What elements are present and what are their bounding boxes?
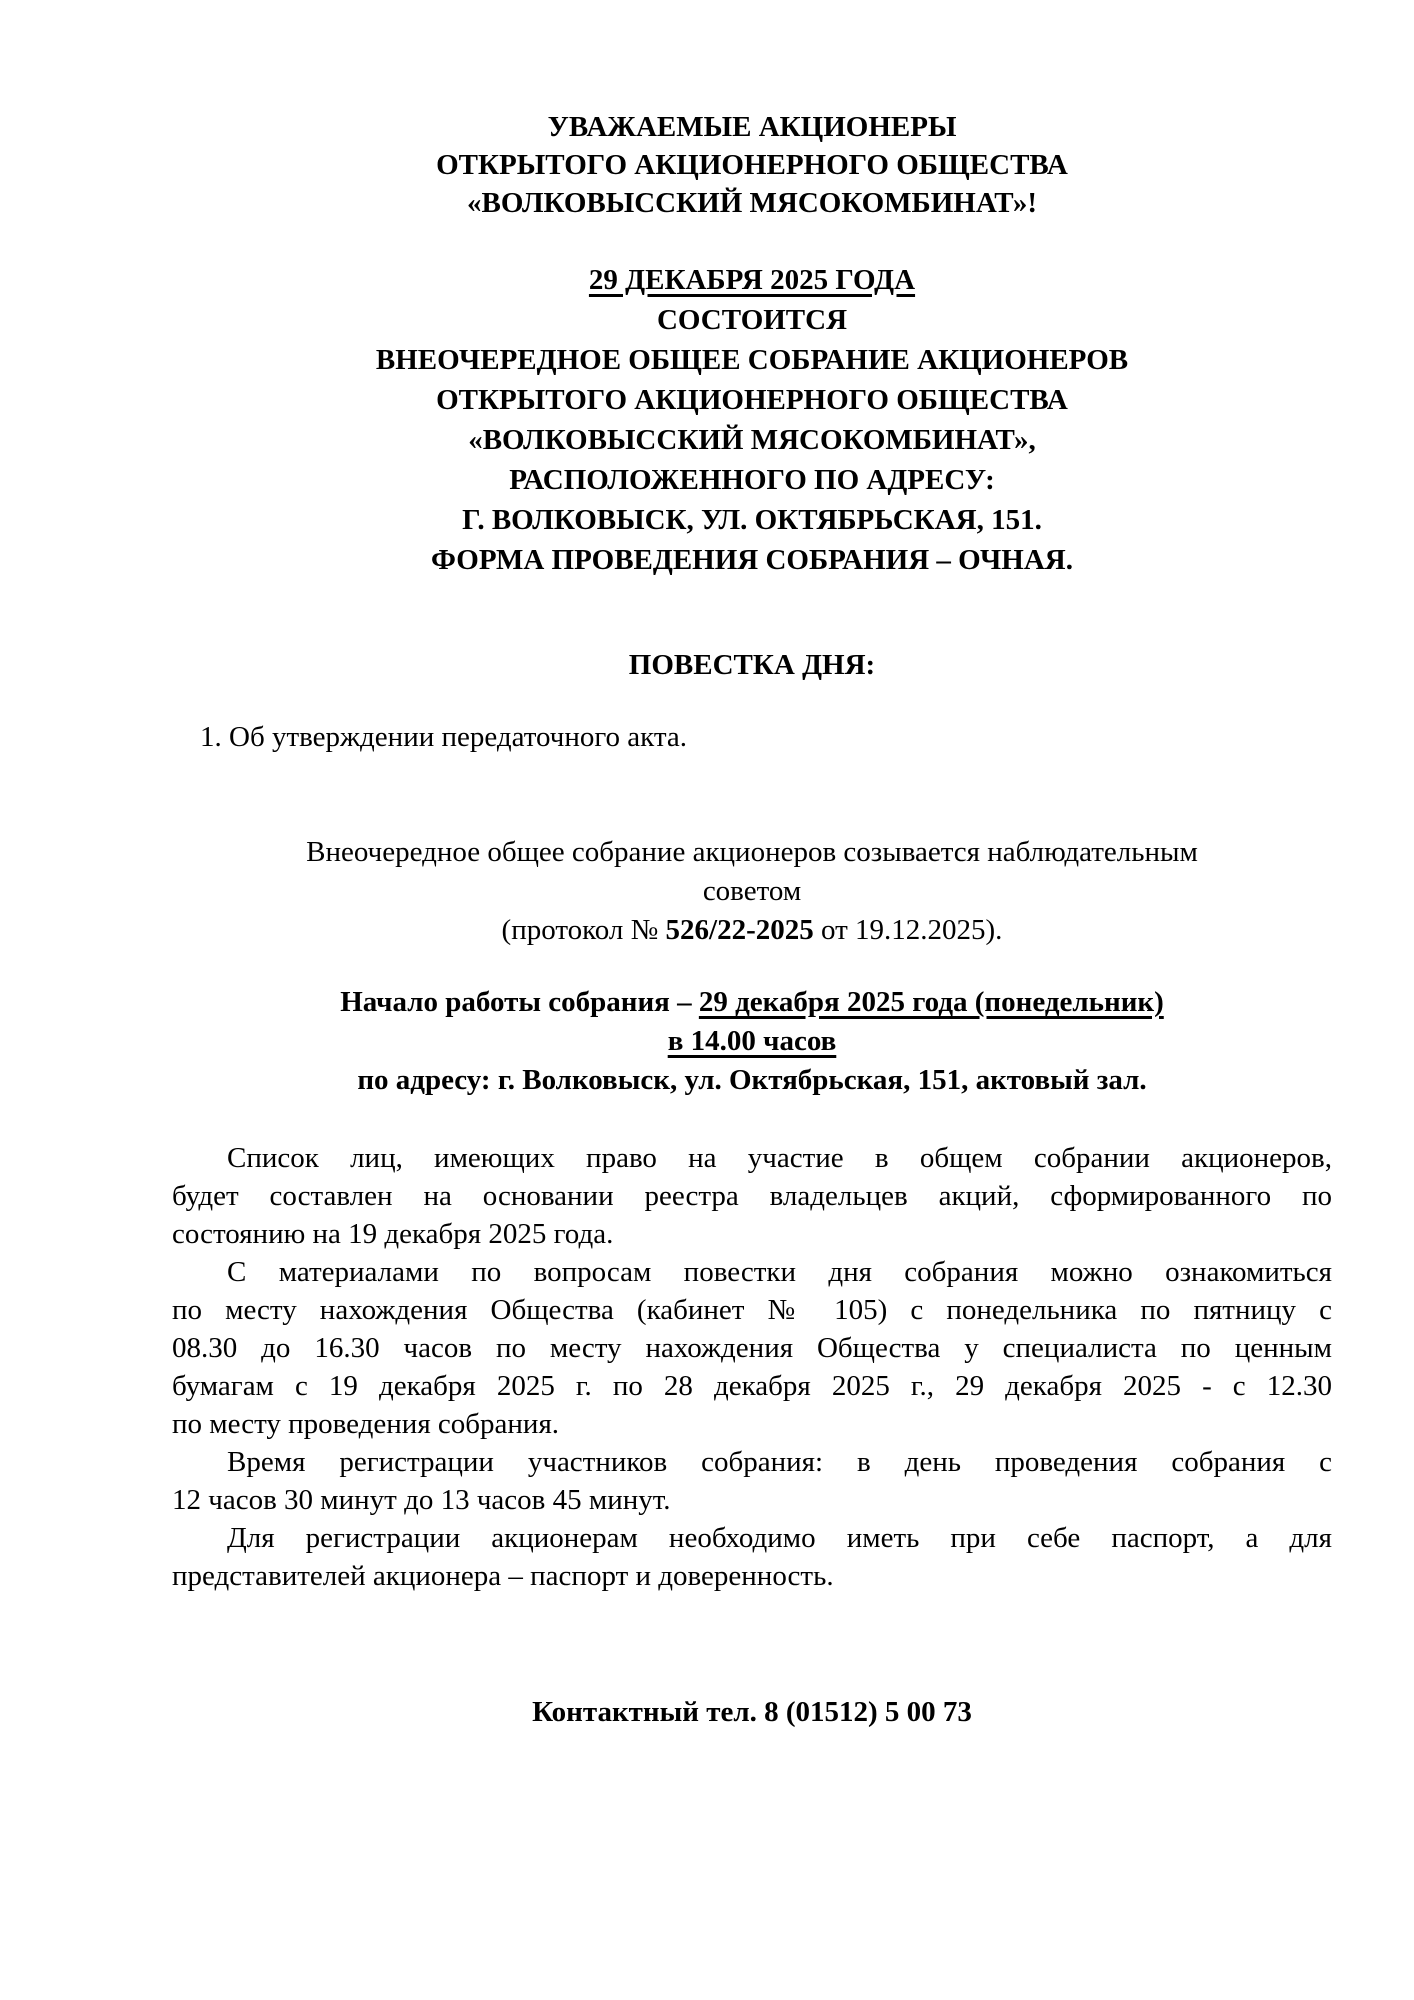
paragraph-line: С материалами по вопросам повестки дня собрания можно ознакомиться bbox=[227, 1256, 1332, 1288]
announcement-line: РАСПОЛОЖЕННОГО ПО АДРЕСУ: bbox=[509, 464, 995, 496]
meeting-date-line bbox=[172, 260, 1332, 300]
announcement-block bbox=[172, 260, 1332, 580]
paragraph-line: представителей акционера – паспорт и доверенность. bbox=[172, 1560, 834, 1592]
protocol-line bbox=[172, 911, 1332, 950]
meeting-start-line-1 bbox=[172, 983, 1332, 1022]
convocation-line-2: советом bbox=[702, 875, 802, 907]
agenda-heading: ПОВЕСТКА ДНЯ: bbox=[628, 649, 876, 681]
protocol-prefix: (протокол № bbox=[501, 914, 666, 946]
paragraph-line: по месту проведения собрания. bbox=[172, 1408, 560, 1440]
paragraph-registration-time bbox=[172, 1443, 1332, 1519]
paragraph-line: 08.30 до 16.30 часов по месту нахождения Общества у специалиста по ценным bbox=[172, 1332, 1332, 1364]
announcement-line: ФОРМА ПРОВЕДЕНИЯ СОБРАНИЯ – ОЧНАЯ. bbox=[431, 544, 1073, 576]
paragraph-passport bbox=[172, 1519, 1332, 1595]
meeting-address-line: по адресу: г. Волковыск, ул. Октябрьская, 151, актовый зал. bbox=[357, 1064, 1147, 1096]
paragraph-line: по месту нахождения Общества (кабинет № 105) с понедельника по пятницу с bbox=[172, 1294, 1332, 1326]
announcement-line: ОТКРЫТОГО АКЦИОНЕРНОГО ОБЩЕСТВА bbox=[436, 384, 1068, 416]
body-text bbox=[172, 1139, 1332, 1595]
protocol-number: 526/22-2025 bbox=[665, 914, 814, 946]
paragraph-list-of-persons bbox=[172, 1139, 1332, 1253]
paragraph-materials bbox=[172, 1253, 1332, 1443]
announcement-line: СОСТОИТСЯ bbox=[656, 304, 848, 336]
protocol-suffix: от 19.12.2025). bbox=[813, 914, 1003, 946]
meeting-start-block bbox=[172, 983, 1332, 1100]
paragraph-line: бумагам с 19 декабря 2025 г. по 28 декабря 2025 г., 29 декабря 2025 - с 12.30 bbox=[172, 1370, 1332, 1402]
announcement-line: Г. ВОЛКОВЫСК, УЛ. ОКТЯБРЬСКАЯ, 151. bbox=[462, 504, 1042, 536]
paragraph-line: состоянию на 19 декабря 2025 года. bbox=[172, 1218, 614, 1250]
convocation-line-1: Внеочередное общее собрание акционеров созывается наблюдательным bbox=[306, 836, 1198, 868]
paragraph-line: Список лиц, имеющих право на участие в общем собрании акционеров, bbox=[227, 1142, 1332, 1174]
contact-phone: Контактный тел. 8 (01512) 5 00 73 bbox=[532, 1696, 972, 1728]
agenda-item-1: 1. Об утверждении передаточного акта. bbox=[200, 721, 688, 753]
meeting-start-line-2 bbox=[172, 1022, 1332, 1061]
title-line-2: ОТКРЫТОГО АКЦИОНЕРНОГО ОБЩЕСТВА bbox=[436, 149, 1068, 181]
paragraph-line: Для регистрации акционерам необходимо иметь при себе паспорт, а для bbox=[227, 1522, 1332, 1554]
title-line-3: «ВОЛКОВЫССКИЙ МЯСОКОМБИНАТ»! bbox=[466, 187, 1037, 219]
meeting-date: 29 ДЕКАБРЯ 2025 ГОДА bbox=[588, 264, 916, 296]
document-title bbox=[172, 108, 1332, 222]
paragraph-line: Время регистрации участников собрания: в день проведения собрания с bbox=[227, 1446, 1332, 1478]
paragraph-line: 12 часов 30 минут до 13 часов 45 минут. bbox=[172, 1484, 671, 1516]
meeting-start-prefix: Начало работы собрания – bbox=[340, 986, 699, 1018]
convocation-block bbox=[172, 833, 1332, 950]
announcement-line: «ВОЛКОВЫССКИЙ МЯСОКОМБИНАТ», bbox=[468, 424, 1036, 456]
paragraph-line: будет составлен на основании реестра владельцев акций, сформированного по bbox=[172, 1180, 1332, 1212]
meeting-start-date: 29 декабря 2025 года (понедельник) bbox=[698, 986, 1164, 1018]
title-line-1: УВАЖАЕМЫЕ АКЦИОНЕРЫ bbox=[547, 111, 957, 143]
announcement-line: ВНЕОЧЕРЕДНОЕ ОБЩЕЕ СОБРАНИЕ АКЦИОНЕРОВ bbox=[375, 344, 1129, 376]
meeting-start-time: в 14.00 часов bbox=[667, 1025, 837, 1057]
